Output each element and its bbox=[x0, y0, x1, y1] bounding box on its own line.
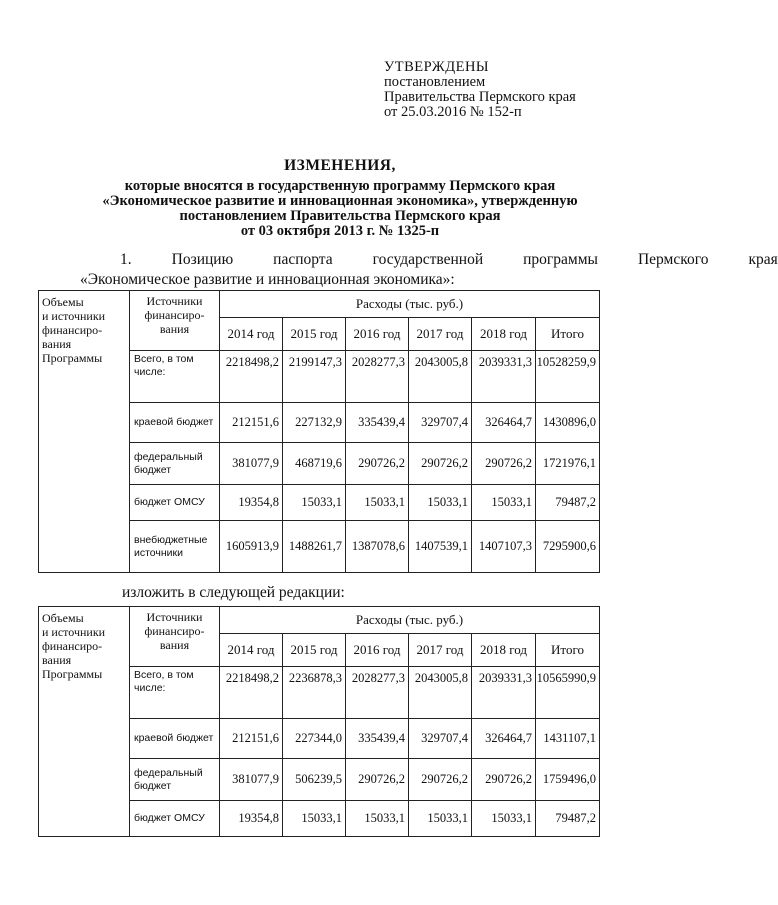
approval-date: от 25.03.2016 № 152-п bbox=[384, 104, 522, 120]
value-cell: 19354,8 bbox=[220, 801, 283, 837]
value-cell: 290726,2 bbox=[472, 443, 536, 485]
total-header: Итого bbox=[536, 634, 600, 667]
year-header: 2018 год bbox=[472, 318, 536, 351]
value-cell: 1431107,1 bbox=[536, 719, 600, 759]
value-cell: 227344,0 bbox=[283, 719, 346, 759]
title-line: которые вносятся в государственную программу Пермского края bbox=[124, 178, 556, 194]
value-cell: 335439,4 bbox=[346, 719, 409, 759]
value-cell: 2028277,3 bbox=[346, 667, 409, 719]
paragraph-word: программы bbox=[523, 251, 598, 268]
source-cell: внебюджетные источники bbox=[130, 521, 220, 573]
value-cell: 329707,4 bbox=[409, 719, 472, 759]
value-cell: 290726,2 bbox=[409, 759, 472, 801]
value-cell: 506239,5 bbox=[283, 759, 346, 801]
year-header: 2014 год bbox=[220, 318, 283, 351]
paragraph-word: паспорта bbox=[273, 251, 333, 268]
year-header: 2014 год bbox=[220, 634, 283, 667]
value-cell: 15033,1 bbox=[409, 485, 472, 521]
sources-header: Источники финансиро- вания bbox=[130, 291, 220, 351]
year-header: 2016 год bbox=[346, 318, 409, 351]
value-cell: 2236878,3 bbox=[283, 667, 346, 719]
value-cell: 15033,1 bbox=[472, 485, 536, 521]
value-cell: 2199147,3 bbox=[283, 351, 346, 403]
sources-header: Источники финансиро- вания bbox=[130, 607, 220, 667]
value-cell: 79487,2 bbox=[536, 801, 600, 837]
value-cell: 335439,4 bbox=[346, 403, 409, 443]
financing-table-old bbox=[38, 290, 600, 573]
value-cell: 15033,1 bbox=[409, 801, 472, 837]
value-cell: 15033,1 bbox=[283, 801, 346, 837]
source-cell: краевой бюджет bbox=[130, 719, 220, 759]
approval-line: постановлением bbox=[384, 74, 486, 90]
source-cell: Всего, в том числе: bbox=[130, 351, 220, 403]
source-cell: бюджет ОМСУ bbox=[130, 485, 220, 521]
value-cell: 290726,2 bbox=[409, 443, 472, 485]
value-cell: 1387078,6 bbox=[346, 521, 409, 573]
expenses-header: Расходы (тыс. руб.) bbox=[220, 291, 600, 318]
value-cell: 2043005,8 bbox=[409, 351, 472, 403]
value-cell: 1407107,3 bbox=[472, 521, 536, 573]
value-cell: 212151,6 bbox=[220, 719, 283, 759]
value-cell: 79487,2 bbox=[536, 485, 600, 521]
value-cell: 326464,7 bbox=[472, 719, 536, 759]
title-line: постановлением Правительства Пермского края bbox=[179, 208, 501, 224]
approval-stamp bbox=[384, 60, 576, 120]
value-cell: 1721976,1 bbox=[536, 443, 600, 485]
value-cell: 290726,2 bbox=[346, 443, 409, 485]
value-cell: 1488261,7 bbox=[283, 521, 346, 573]
document-title bbox=[60, 158, 620, 239]
year-header: 2017 год bbox=[409, 634, 472, 667]
value-cell: 227132,9 bbox=[283, 403, 346, 443]
value-cell: 1759496,0 bbox=[536, 759, 600, 801]
value-cell: 1407539,1 bbox=[409, 521, 472, 573]
year-header: 2018 год bbox=[472, 634, 536, 667]
value-cell: 290726,2 bbox=[472, 759, 536, 801]
value-cell: 290726,2 bbox=[346, 759, 409, 801]
value-cell: 2028277,3 bbox=[346, 351, 409, 403]
value-cell: 19354,8 bbox=[220, 485, 283, 521]
year-header: 2017 год bbox=[409, 318, 472, 351]
source-cell: краевой бюджет bbox=[130, 403, 220, 443]
paragraph-word: Пермского bbox=[637, 251, 709, 268]
value-cell: 2218498,2 bbox=[220, 667, 283, 719]
paragraph-word: государственной bbox=[372, 251, 484, 268]
value-cell: 468719,6 bbox=[283, 443, 346, 485]
value-cell: 15033,1 bbox=[346, 485, 409, 521]
paragraph-word: 1. bbox=[120, 251, 132, 268]
value-cell: 15033,1 bbox=[283, 485, 346, 521]
approval-heading: УТВЕРЖДЕНЫ bbox=[384, 59, 490, 75]
value-cell: 329707,4 bbox=[409, 403, 472, 443]
value-cell: 2218498,2 bbox=[220, 351, 283, 403]
value-cell: 2043005,8 bbox=[409, 667, 472, 719]
paragraph-word: края bbox=[748, 251, 778, 268]
value-cell: 7295900,6 bbox=[536, 521, 600, 573]
program-volume-label: Объемы и источники финансиро- вания Программы bbox=[39, 291, 130, 573]
value-cell: 381077,9 bbox=[220, 759, 283, 801]
paragraph-word: Позицию bbox=[171, 251, 234, 268]
paragraph-line-justified bbox=[80, 250, 778, 270]
value-cell: 10528259,9 bbox=[536, 351, 600, 403]
value-cell: 10565990,9 bbox=[536, 667, 600, 719]
value-cell: 1605913,9 bbox=[220, 521, 283, 573]
replacement-instruction: изложить в следующей редакции: bbox=[122, 584, 345, 601]
title-line: от 03 октября 2013 г. № 1325-п bbox=[240, 223, 440, 239]
source-cell: федеральный бюджет bbox=[130, 759, 220, 801]
program-volume-label: Объемы и источники финансиро- вания Программы bbox=[39, 607, 130, 837]
value-cell: 326464,7 bbox=[472, 403, 536, 443]
value-cell: 212151,6 bbox=[220, 403, 283, 443]
value-cell: 1430896,0 bbox=[536, 403, 600, 443]
total-header: Итого bbox=[536, 318, 600, 351]
value-cell: 2039331,3 bbox=[472, 351, 536, 403]
expenses-header: Расходы (тыс. руб.) bbox=[220, 607, 600, 634]
source-cell: Всего, в том числе: bbox=[130, 667, 220, 719]
paragraph-line: «Экономическое развитие и инновационная экономика»: bbox=[80, 271, 455, 288]
title-line: «Экономическое развитие и инновационная экономика», утвержденную bbox=[102, 193, 578, 209]
value-cell: 15033,1 bbox=[472, 801, 536, 837]
value-cell: 2039331,3 bbox=[472, 667, 536, 719]
financing-table-new bbox=[38, 606, 600, 837]
year-header: 2016 год bbox=[346, 634, 409, 667]
paragraph-1 bbox=[80, 250, 778, 290]
source-cell: бюджет ОМСУ bbox=[130, 801, 220, 837]
title-main: ИЗМЕНЕНИЯ, bbox=[284, 157, 396, 174]
approval-line: Правительства Пермского края bbox=[384, 89, 576, 105]
value-cell: 381077,9 bbox=[220, 443, 283, 485]
value-cell: 15033,1 bbox=[346, 801, 409, 837]
year-header: 2015 год bbox=[283, 634, 346, 667]
year-header: 2015 год bbox=[283, 318, 346, 351]
source-cell: федеральный бюджет bbox=[130, 443, 220, 485]
